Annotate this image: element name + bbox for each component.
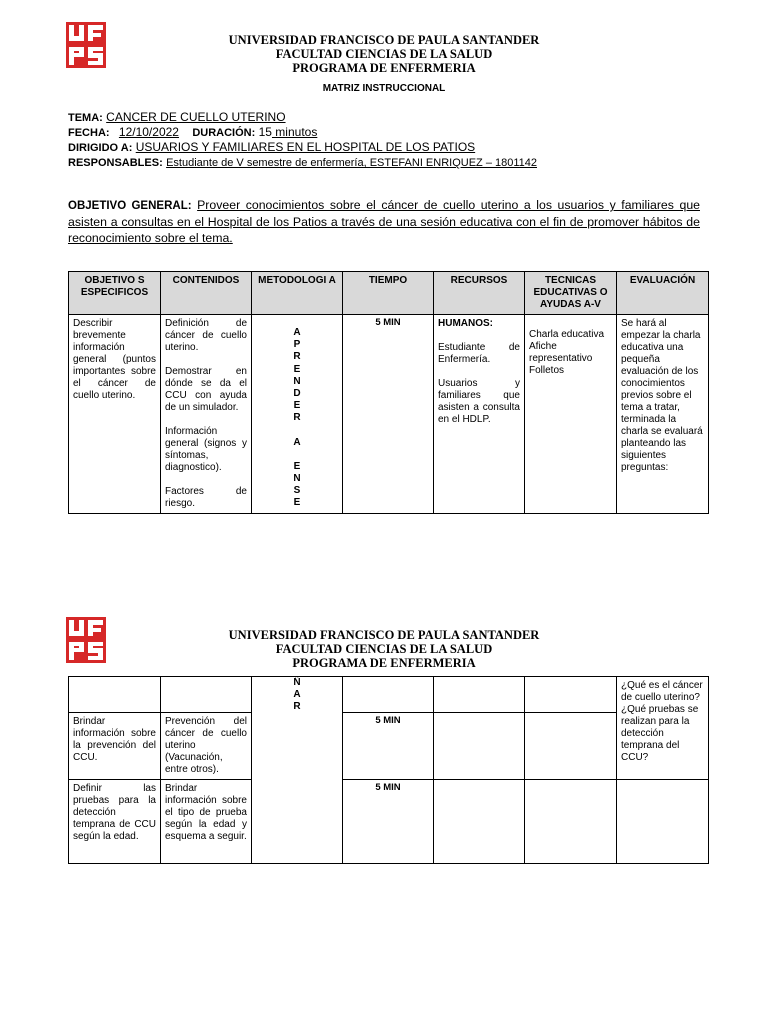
- duracion-label: DURACIÓN:: [192, 127, 256, 139]
- faculty-name: FACULTAD CIENCIAS DE LA SALUD: [275, 642, 493, 656]
- metodologia-letter: R: [293, 701, 301, 713]
- metodologia-letter: Ñ: [293, 677, 301, 688]
- header-metodologia: METODOLOGI A: [252, 272, 343, 315]
- fecha-value: 12/10/2022: [118, 125, 179, 139]
- duracion-value: 15: [258, 125, 272, 139]
- fecha-label: FECHA:: [68, 127, 110, 139]
- recurso-item: Estudiante de Enfermería.: [438, 342, 520, 365]
- contenido-item: Factores de riesgo.: [165, 486, 247, 509]
- header-evaluacion: EVALUACIÓN: [617, 272, 709, 315]
- header-tiempo: TIEMPO: [343, 272, 434, 315]
- program-name: PROGRAMA DE ENFERMERIA: [292, 656, 476, 670]
- metodologia-letter: E: [293, 497, 301, 509]
- evaluacion-cell: [617, 780, 709, 864]
- metodologia-letter: E: [293, 460, 301, 472]
- program-name: PROGRAMA DE ENFERMERIA: [292, 61, 476, 75]
- duracion-unit: minutos: [271, 125, 318, 139]
- objetivo-cell: Describir brevemente información general (puntos importantes sobre el cáncer de cuello uterino.: [69, 315, 161, 514]
- recurso-item: Usuarios y familiares que asisten a consulta en el HDLP.: [438, 378, 520, 425]
- responsables-label: RESPONSABLES:: [68, 157, 163, 169]
- metodologia-letter: N: [293, 473, 301, 485]
- general-objective: [68, 197, 700, 246]
- recursos-cell: [434, 315, 525, 514]
- university-name: UNIVERSIDAD FRANCISCO DE PAULA SANTANDER: [228, 33, 540, 47]
- tecnicas-cell: [525, 677, 617, 713]
- metodologia-cell: [252, 315, 343, 514]
- objetivo-cell: Definir las pruebas para la detección temprana de CCU según la edad.: [69, 780, 161, 864]
- tecnicas-cell: [525, 780, 617, 864]
- metodologia-letter: E: [293, 363, 301, 375]
- university-name: UNIVERSIDAD FRANCISCO DE PAULA SANTANDER: [228, 628, 540, 642]
- tiempo-cell: 5 MIN: [343, 315, 434, 514]
- dirigido-line: [68, 140, 475, 156]
- metodologia-letter: A: [293, 689, 301, 701]
- contenido-item: Definición de cáncer de cuello uterino.: [165, 318, 247, 353]
- tema-label: TEMA:: [68, 112, 103, 124]
- evaluacion-cell: ¿Qué es el cáncer de cuello uterino? ¿Qué pruebas se realizan para la detección temprana del CCU?: [617, 677, 709, 780]
- metodologia-cell: [252, 677, 343, 864]
- table-row: [69, 780, 709, 864]
- tema-line: [68, 110, 286, 126]
- recursos-title: HUMANOS:: [438, 318, 493, 329]
- dirigido-label: DIRIGIDO A:: [68, 142, 133, 154]
- recursos-cell: [434, 713, 525, 780]
- tema-value: CANCER DE CUELLO UTERINO: [106, 110, 286, 124]
- metodologia-letter: R: [293, 412, 301, 424]
- recursos-cell: [434, 677, 525, 713]
- instructional-matrix-table-continued: [68, 676, 709, 864]
- instructional-matrix-table: [68, 271, 709, 514]
- metodologia-letter: A: [293, 327, 301, 338]
- contenidos-cell: [161, 677, 252, 713]
- tecnica-item: Folletos: [529, 365, 565, 376]
- contenidos-cell: Brindar información sobre el tipo de prueba según la edad y esquema a seguir.: [161, 780, 252, 864]
- metodologia-letter: E: [293, 400, 301, 412]
- table-row: [69, 713, 709, 780]
- table-row: [69, 315, 709, 514]
- tiempo-cell: [343, 677, 434, 713]
- contenido-item: Demostrar en dónde se da el CCU con ayuda de un simulador.: [165, 366, 247, 413]
- objetivo-cell: [69, 677, 161, 713]
- contenidos-cell: Prevención del cáncer de cuello uterino (Vacunación, entre otros).: [161, 713, 252, 780]
- responsables-value: Estudiante de V semestre de enfermería, ESTEFANI ENRIQUEZ – 1801142: [166, 157, 538, 169]
- fecha-line: [68, 125, 317, 141]
- metodologia-letter: N: [293, 375, 301, 387]
- objective-text: Proveer conocimientos sobre el cáncer de cuello uterino a los usuarios y familiares que asisten a consultas en el Hospital de los Patios a través de una sesión educativa con el fin de promover hábitos de reconocimiento sobre el tema.: [68, 198, 700, 245]
- metodologia-letter: A: [293, 436, 301, 448]
- header-objetivos: OBJETIVO S ESPECIFICOS: [69, 272, 161, 315]
- metodologia-letter: D: [293, 388, 301, 400]
- contenidos-cell: [161, 315, 252, 514]
- university-header: [0, 33, 768, 75]
- matrix-title: MATRIZ INSTRUCCIONAL: [322, 83, 446, 94]
- evaluacion-cell: Se hará al empezar la charla educativa una pequeña evaluación de los conocimientos previos sobre el tema a tratar, terminada la charla se evaluará planteando las siguientes preguntas:: [617, 315, 709, 514]
- dirigido-value: USUARIOS Y FAMILIARES EN EL HOSPITAL DE LOS PATIOS: [135, 140, 476, 154]
- contenido-item: Información general (signos y síntomas, diagnostico).: [165, 426, 247, 473]
- metodologia-letter: S: [293, 485, 301, 497]
- recursos-cell: [434, 780, 525, 864]
- faculty-name: FACULTAD CIENCIAS DE LA SALUD: [275, 47, 493, 61]
- header-recursos: RECURSOS: [434, 272, 525, 315]
- table-header-row: [69, 272, 709, 315]
- tiempo-cell: 5 MIN: [343, 780, 434, 864]
- objetivo-cell: Brindar información sobre la prevención del CCU.: [69, 713, 161, 780]
- tecnicas-cell: [525, 713, 617, 780]
- header-tecnicas: TECNICAS EDUCATIVAS O AYUDAS A-V: [525, 272, 617, 315]
- tecnica-item: Charla educativa: [529, 329, 605, 340]
- objective-label: OBJETIVO GENERAL:: [68, 200, 192, 212]
- metodologia-letter: P: [293, 339, 301, 351]
- tecnicas-cell: [525, 315, 617, 514]
- university-header-page2: [0, 628, 768, 670]
- header-contenidos: CONTENIDOS: [161, 272, 252, 315]
- responsables-line: [68, 155, 537, 171]
- tecnica-item: Afiche representativo: [529, 341, 593, 364]
- metodologia-letter: R: [293, 351, 301, 363]
- tiempo-cell: 5 MIN: [343, 713, 434, 780]
- table-row: [69, 677, 709, 713]
